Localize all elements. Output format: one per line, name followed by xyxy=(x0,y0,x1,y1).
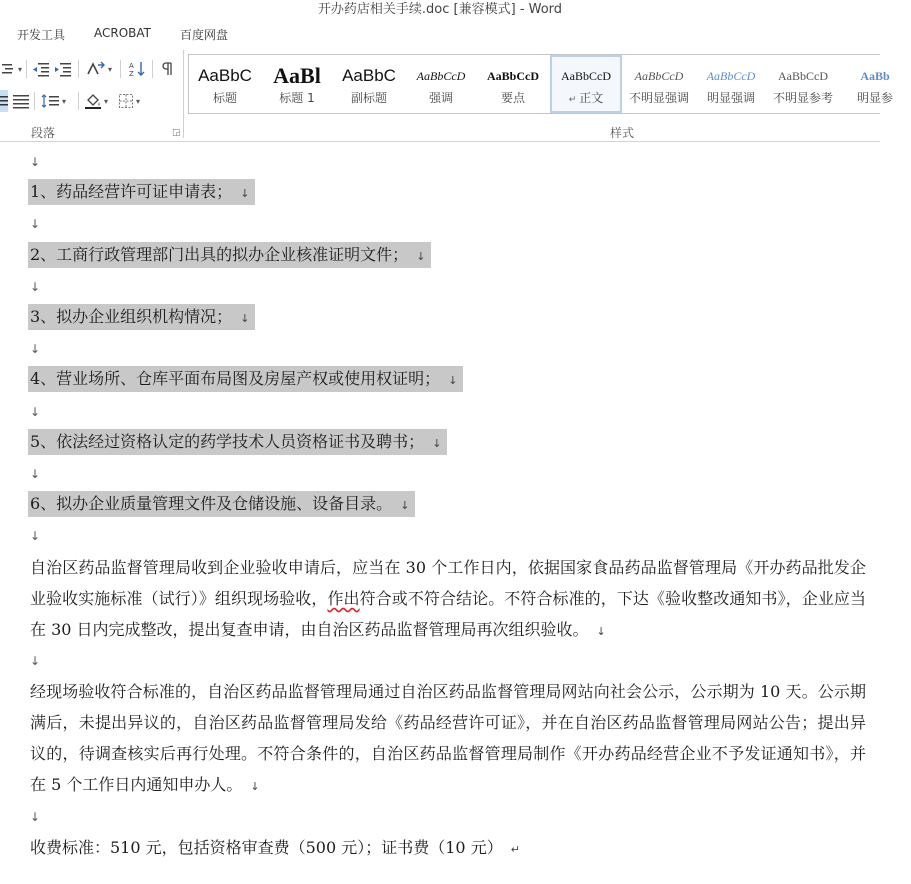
shading-button[interactable] xyxy=(84,90,108,112)
styles-group-label: 样式 xyxy=(610,126,635,140)
divider xyxy=(152,60,153,78)
line-break-mark: ↓ xyxy=(250,780,260,793)
paragraph-text: 符合或不符合结论。不符合标准的，下达《验收整改通知书》，企业应当在 30 日内完成整改，提出复查申请，由自治区药品监督管理局再次组织验收。 xyxy=(30,589,866,639)
paragraph-mark: ↵ xyxy=(510,843,520,856)
style-name: 强调 xyxy=(428,91,453,105)
svg-text:Z: Z xyxy=(129,70,134,78)
chevron-down-icon: ▾ xyxy=(108,64,113,74)
style-sample: AaBbC xyxy=(342,66,396,85)
chevron-down-icon: ▾ xyxy=(104,96,109,106)
list-item-text: 2、工商行政管理部门出具的拟办企业核准证明文件； xyxy=(30,245,409,264)
text-direction-icon xyxy=(86,61,106,77)
multilevel-list-button[interactable] xyxy=(0,58,22,80)
line-break-mark: ↓ xyxy=(416,250,426,263)
style-sample: AaBbCcD xyxy=(416,69,466,83)
borders-icon xyxy=(118,93,134,109)
line-break-mark: ↓ xyxy=(400,499,410,512)
style-sample: AaBbCcD xyxy=(706,69,756,83)
style-subtitle[interactable] xyxy=(333,55,405,113)
style-sample: AaBbCcD xyxy=(561,69,611,83)
style-subtle-emphasis[interactable] xyxy=(623,55,695,113)
style-name: 不明显强调 xyxy=(628,91,689,105)
sort-button[interactable] xyxy=(128,58,146,80)
line-break-mark: ↓ xyxy=(30,217,41,231)
chevron-down-icon: ▾ xyxy=(62,96,67,106)
divider xyxy=(120,60,121,78)
style-emphasis[interactable] xyxy=(405,55,477,113)
list-item-text: 5、依法经过资格认定的药学技术人员资格证书及聘书； xyxy=(30,432,425,451)
line-break-mark: ↓ xyxy=(30,467,41,481)
style-sample: AaBbC xyxy=(198,66,252,85)
line-break-mark: ↓ xyxy=(30,155,41,169)
style-name: 要点 xyxy=(500,91,525,105)
tab-acrobat[interactable]: ACROBAT xyxy=(94,26,151,40)
style-sample: AaBb xyxy=(860,69,890,83)
paragraph-text: 自治区药品监督管理局收到企业验收申请后，应当在 30 个工作日内，依据国家食品药品监督管理局《开办药品批发企业验收实施标准（试行）》组织现场验收， xyxy=(30,558,866,608)
style-sample: AaBbCcD xyxy=(634,69,684,83)
list-item[interactable] xyxy=(28,242,431,268)
text-direction-button[interactable] xyxy=(86,58,112,80)
distributed-icon xyxy=(12,93,30,109)
style-normal[interactable] xyxy=(550,55,622,113)
dialog-launcher-icon[interactable]: ◲ xyxy=(172,128,181,138)
svg-text:A: A xyxy=(129,62,134,70)
line-break-mark: ↓ xyxy=(240,187,250,200)
window-title: 开办药店相关手续.doc [兼容模式] - Word xyxy=(0,0,880,22)
line-break-mark: ↓ xyxy=(30,529,41,543)
style-name: 明显参 xyxy=(856,91,893,105)
divider xyxy=(78,92,79,110)
decrease-indent-button[interactable] xyxy=(32,58,50,80)
spelling-error-text[interactable]: 作出 xyxy=(327,589,360,608)
styles-gallery xyxy=(188,54,893,114)
body-paragraph[interactable] xyxy=(30,676,866,802)
justify-icon xyxy=(0,93,8,109)
style-name: 标题 1 xyxy=(279,91,315,105)
line-break-mark: ↓ xyxy=(448,374,458,387)
style-name-text: 正文 xyxy=(579,91,604,105)
style-intense-emphasis[interactable] xyxy=(695,55,767,113)
style-sample: AaBbCcD xyxy=(486,69,539,83)
style-heading-1[interactable] xyxy=(261,55,333,113)
style-subtle-reference[interactable] xyxy=(767,55,839,113)
style-sample: AaBbCcD xyxy=(778,69,828,83)
line-break-mark: ↓ xyxy=(240,312,250,325)
increase-indent-icon xyxy=(54,61,72,77)
style-name: 不明显参考 xyxy=(772,91,833,105)
list-item-text: 3、拟办企业组织机构情况； xyxy=(30,307,233,326)
divider xyxy=(78,60,79,78)
line-break-mark: ↓ xyxy=(596,625,606,638)
decrease-indent-icon xyxy=(32,61,50,77)
increase-indent-button[interactable] xyxy=(54,58,72,80)
borders-button[interactable] xyxy=(118,90,140,112)
list-item-text: 6、拟办企业质量管理文件及仓储设施、设备目录。 xyxy=(30,494,393,513)
list-item[interactable] xyxy=(28,491,415,517)
group-divider xyxy=(183,50,184,138)
line-break-mark: ↓ xyxy=(30,405,41,419)
chevron-down-icon: ▾ xyxy=(18,64,23,74)
style-name: 明显强调 xyxy=(706,91,755,105)
ribbon xyxy=(0,46,893,142)
line-break-mark: ↓ xyxy=(30,280,41,294)
body-paragraph[interactable] xyxy=(30,552,866,647)
ribbon-tabs xyxy=(0,22,880,46)
multilevel-list-icon xyxy=(0,61,16,77)
line-break-mark: ↓ xyxy=(30,342,41,356)
list-item[interactable] xyxy=(28,179,255,205)
list-item[interactable] xyxy=(28,429,447,455)
distributed-button[interactable] xyxy=(12,90,30,112)
divider xyxy=(34,92,35,110)
chevron-down-icon: ▾ xyxy=(136,96,141,106)
style-name: 副标题 xyxy=(350,91,387,105)
document-page[interactable] xyxy=(0,143,880,884)
paragraph-text: 经现场验收符合标准的，自治区药品监督管理局通过自治区药品监督管理局网站向社会公示，公示期为 10 天。公示期满后，未提出异议的，自治区药品监督管理局发给《药品经营许可证》，并在自治区药品监督管理局网站公告；提出异议的，待调查核实后再行处理。不符合条件的，自治区药品监督管理局制作《开办药品经营企业不予发证通知书》，并在 5 个工作日内通知申办人。 xyxy=(30,682,866,794)
style-strong[interactable] xyxy=(477,55,549,113)
tab-developer[interactable]: 开发工具 xyxy=(17,28,66,42)
sort-icon xyxy=(128,60,146,78)
line-spacing-icon xyxy=(40,93,60,109)
tab-baidu-netdisk[interactable]: 百度网盘 xyxy=(180,28,229,42)
style-name xyxy=(552,89,620,106)
paragraph-group-label: 段落 xyxy=(31,126,56,140)
paragraph-mark-icon: ↵ xyxy=(568,95,580,105)
style-name: 标题 xyxy=(212,91,237,105)
body-paragraph[interactable] xyxy=(30,832,866,865)
list-item[interactable] xyxy=(28,366,463,392)
paragraph-mark-icon xyxy=(160,61,174,77)
justify-button[interactable] xyxy=(0,90,8,112)
line-spacing-button[interactable] xyxy=(40,90,66,112)
paint-bucket-icon xyxy=(84,93,102,109)
style-sample: AaBl xyxy=(273,63,321,88)
list-item-text: 1、药品经营许可证申请表； xyxy=(30,182,233,201)
style-title[interactable] xyxy=(189,55,261,113)
list-item[interactable] xyxy=(28,304,255,330)
style-intense-reference[interactable] xyxy=(839,55,911,113)
line-break-mark: ↓ xyxy=(30,654,41,668)
paragraph-text: 收费标准：510 元，包括资格审查费（500 元）；证书费（10 元） xyxy=(30,838,503,857)
divider xyxy=(26,60,27,78)
line-break-mark: ↓ xyxy=(432,437,442,450)
line-break-mark: ↓ xyxy=(30,810,41,824)
list-item-text: 4、营业场所、仓库平面布局图及房屋产权或使用权证明； xyxy=(30,369,441,388)
show-hide-marks-button[interactable] xyxy=(160,58,174,80)
